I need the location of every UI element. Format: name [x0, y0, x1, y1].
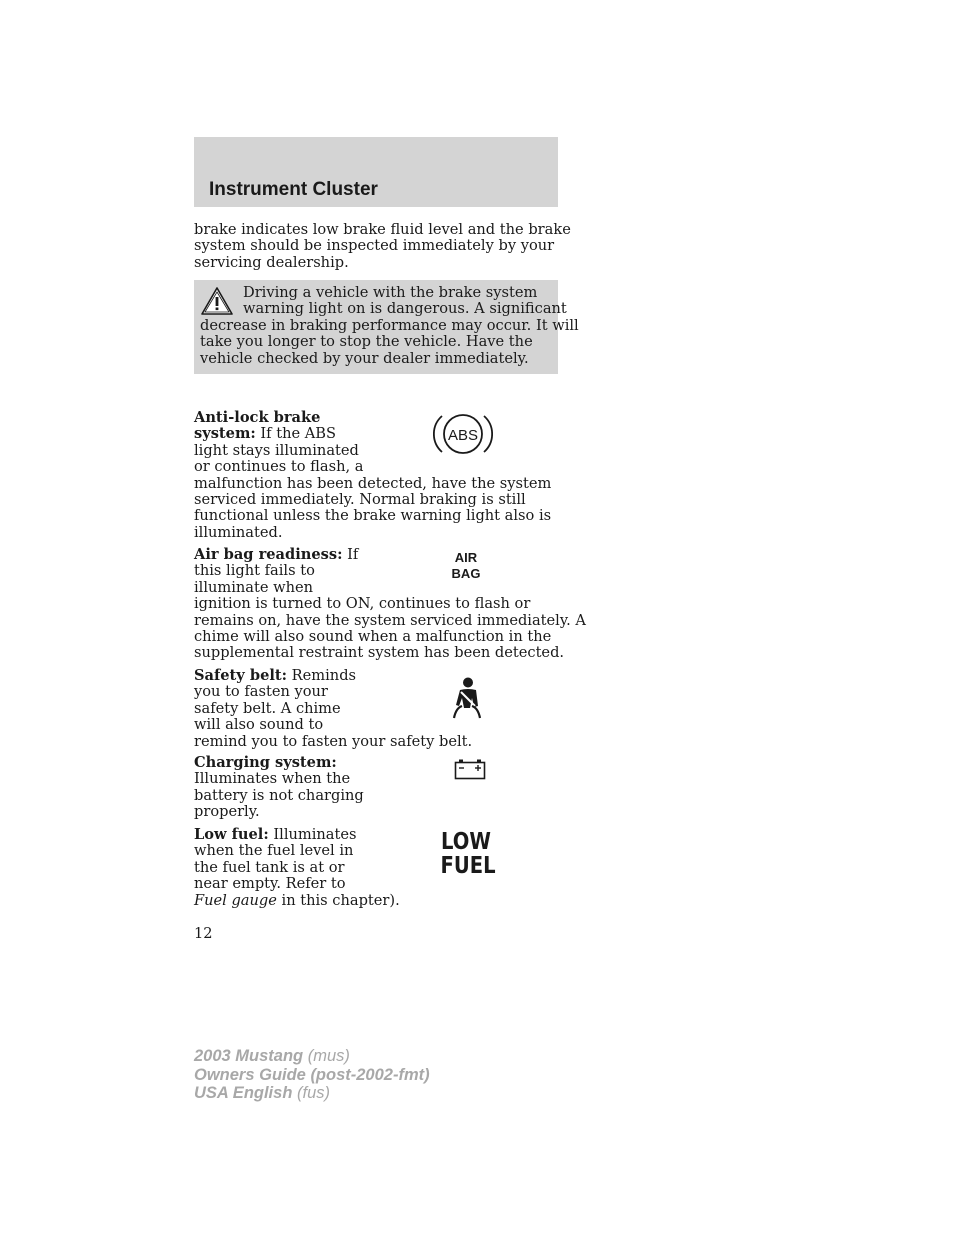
seat-belt-icon [448, 676, 486, 720]
airbag-text: supplemental restraint system has been detected. [194, 644, 565, 662]
charging-section [194, 755, 560, 821]
low-fuel-title: Low fuel: [194, 826, 269, 843]
footer-model-code: (mus) [303, 1047, 350, 1065]
safety-belt-section [194, 668, 560, 750]
abs-icon-label: ABS [447, 427, 479, 444]
abs-text: malfunction has been detected, have the system [194, 474, 552, 492]
document-footer [194, 1047, 430, 1103]
abs-text: or continues to flash, a [194, 458, 364, 476]
safety-belt-text: you to fasten your [194, 683, 328, 701]
warning-line: vehicle checked by your dealer immediately. [200, 349, 529, 367]
air-bag-icon-label: AIR [454, 550, 478, 565]
charging-text: properly. [194, 803, 260, 821]
airbag-title: Air bag readiness: [194, 546, 343, 563]
safety-belt-text: Reminds [287, 667, 357, 684]
air-bag-icon [446, 550, 486, 582]
abs-text: serviced immediately. Normal braking is still [194, 491, 526, 509]
airbag-text: If [342, 546, 359, 563]
safety-belt-text: safety belt. A chime [194, 699, 341, 717]
footer-language: USA English [194, 1084, 293, 1102]
low-fuel-text: when the fuel level in [194, 842, 354, 860]
airbag-text: ignition is turned to ON, continues to flash or [194, 595, 531, 613]
abs-text: light stays illuminated [194, 441, 359, 459]
abs-text: illuminated. [194, 523, 283, 541]
page-number: 12 [194, 925, 213, 942]
charging-title: Charging system: [194, 754, 337, 771]
low-fuel-icon [440, 829, 496, 879]
charging-text: Illuminates when the [194, 770, 351, 788]
section-header [194, 137, 558, 207]
abs-section [194, 410, 560, 541]
warning-line: take you longer to stop the vehicle. Have the [200, 333, 533, 351]
low-fuel-icon-label: LOW [441, 829, 491, 855]
warning-line: warning light on is dangerous. A significant [243, 300, 567, 318]
warning-line: decrease in braking performance may occur. It will [200, 316, 579, 334]
charging-text: battery is not charging [194, 786, 364, 804]
low-fuel-icon-label: FUEL [440, 853, 496, 879]
footer-guide: Owners Guide (post-2002-fmt) [194, 1065, 430, 1084]
airbag-text: chime will also sound when a malfunction in the [194, 628, 552, 646]
page-title: Instrument Cluster [209, 179, 378, 200]
airbag-text: illuminate when [194, 578, 314, 596]
low-fuel-text: Illuminates [268, 826, 357, 843]
low-fuel-text: near empty. Refer to [194, 875, 346, 893]
safety-belt-title: Safety belt: [194, 667, 288, 684]
fuel-gauge-reference: Fuel gauge [194, 891, 277, 909]
footer-model: 2003 Mustang [194, 1047, 304, 1065]
intro-line: servicing dealership. [194, 253, 349, 271]
airbag-text: this light fails to [194, 562, 315, 580]
intro-paragraph [194, 221, 571, 271]
battery-icon [454, 758, 486, 780]
airbag-text: remains on, have the system serviced immediately. A [194, 611, 586, 629]
abs-text: functional unless the brake warning light also is [194, 507, 552, 525]
warning-line: Driving a vehicle with the brake system [243, 284, 538, 301]
low-fuel-section [194, 827, 560, 909]
abs-title: system: [194, 425, 256, 443]
warning-box [194, 280, 579, 374]
warning-text [200, 284, 579, 367]
safety-belt-text: remind you to fasten your safety belt. [194, 732, 473, 750]
airbag-section [194, 546, 586, 662]
low-fuel-text: the fuel tank is at or [194, 858, 345, 876]
low-fuel-text: in this chapter). [276, 891, 400, 909]
abs-text: If the ABS [255, 425, 337, 443]
footer-language-code: (fus) [292, 1084, 330, 1102]
abs-warning-icon [433, 410, 493, 458]
air-bag-icon-label: BAG [451, 566, 481, 581]
intro-line: system should be inspected immediately by your [194, 237, 555, 255]
safety-belt-text: will also sound to [194, 716, 324, 734]
abs-title: Anti-lock brake [194, 409, 321, 426]
intro-line: brake indicates low brake fluid level and the brake [194, 221, 571, 238]
